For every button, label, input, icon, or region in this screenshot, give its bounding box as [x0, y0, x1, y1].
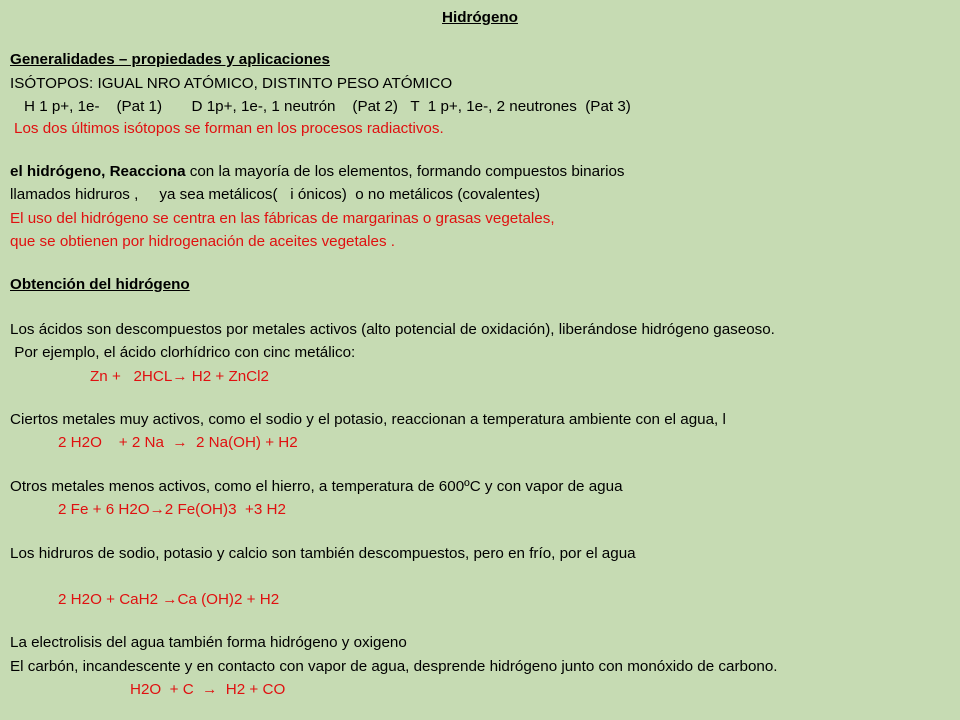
other-metals-line: Otros metales menos activos, como el hierro, a temperatura de 600ºC y con vapor de agua: [10, 478, 623, 495]
arrow-icon: →: [162, 591, 178, 608]
metals-line: Ciertos metales muy activos, como el sodio y el potasio, reaccionan a temperatura ambiente con el agua, l: [10, 411, 726, 428]
page-title: Hidrógeno: [442, 9, 518, 26]
react-line: [10, 162, 625, 182]
acids-line: Los ácidos son descompuestos por metales activos (alto potencial de oxidación), liberándose hidrógeno gaseoso.: [10, 321, 775, 338]
equation-3-right: 2 Fe(OH)3 +3 H2: [164, 501, 286, 518]
equation-2-left: 2 H2O + 2 Na: [58, 434, 173, 451]
isotopes-line: ISÓTOPOS: IGUAL NRO ATÓMICO, DISTINTO PESO ATÓMICO: [10, 75, 453, 92]
equation-3-left: 2 Fe + 6 H2O: [58, 501, 150, 518]
arrow-icon: →: [202, 681, 218, 698]
arrow-icon: →: [172, 368, 188, 385]
hydrides-cold-line: Los hidruros de sodio, potasio y calcio son también descompuestos, pero en frío, por el agua: [10, 545, 636, 562]
section-heading-generalidades: Generalidades – propiedades y aplicaciones: [10, 51, 330, 68]
carbon-line: El carbón, incandescente y en contacto con vapor de agua, desprende hidrógeno junto con monóxido de carbono.: [10, 658, 778, 675]
equation-2: [58, 433, 298, 453]
section-heading-obtencion: Obtención del hidrógeno: [10, 276, 190, 293]
example-line: Por ejemplo, el ácido clorhídrico con cinc metálico:: [10, 344, 356, 361]
isotopes-detail: H 1 p+, 1e- (Pat 1) D 1p+, 1e-, 1 neutrón (Pat 2) T 1 p+, 1e-, 2 neutrones (Pat 3): [24, 98, 631, 115]
react-rest: con la mayoría de los elementos, formando compuestos binarios: [185, 163, 625, 180]
equation-1-left: Zn + 2HCL: [90, 368, 173, 385]
equation-2-right: 2 Na(OH) + H2: [187, 434, 298, 451]
use-line-1: El uso del hidrógeno se centra en las fábricas de margarinas o grasas vegetales,: [10, 210, 555, 227]
equation-4: [58, 590, 279, 610]
arrow-icon: →: [172, 434, 188, 451]
equation-1-right: H2 + ZnCl2: [187, 368, 269, 385]
electrolysis-line: La electrolisis del agua también forma hidrógeno y oxigeno: [10, 634, 407, 651]
react-bold: el hidrógeno, Reacciona: [10, 163, 186, 180]
equation-3: [58, 500, 286, 520]
arrow-icon: →: [149, 501, 165, 518]
equation-4-left: 2 H2O + CaH2: [58, 591, 163, 608]
equation-5: [130, 680, 285, 700]
equation-4-right: Ca (OH)2 + H2: [177, 591, 280, 608]
equation-5-right: H2 + CO: [217, 681, 286, 698]
use-line-2: que se obtienen por hidrogenación de aceites vegetales .: [10, 233, 396, 250]
radioactive-note: Los dos últimos isótopos se forman en los procesos radiactivos.: [14, 120, 444, 137]
equation-1: [90, 367, 269, 387]
equation-5-left: H2O + C: [130, 681, 203, 698]
hydrides-line: llamados hidruros , ya sea metálicos( i ónicos) o no metálicos (covalentes): [10, 186, 541, 203]
